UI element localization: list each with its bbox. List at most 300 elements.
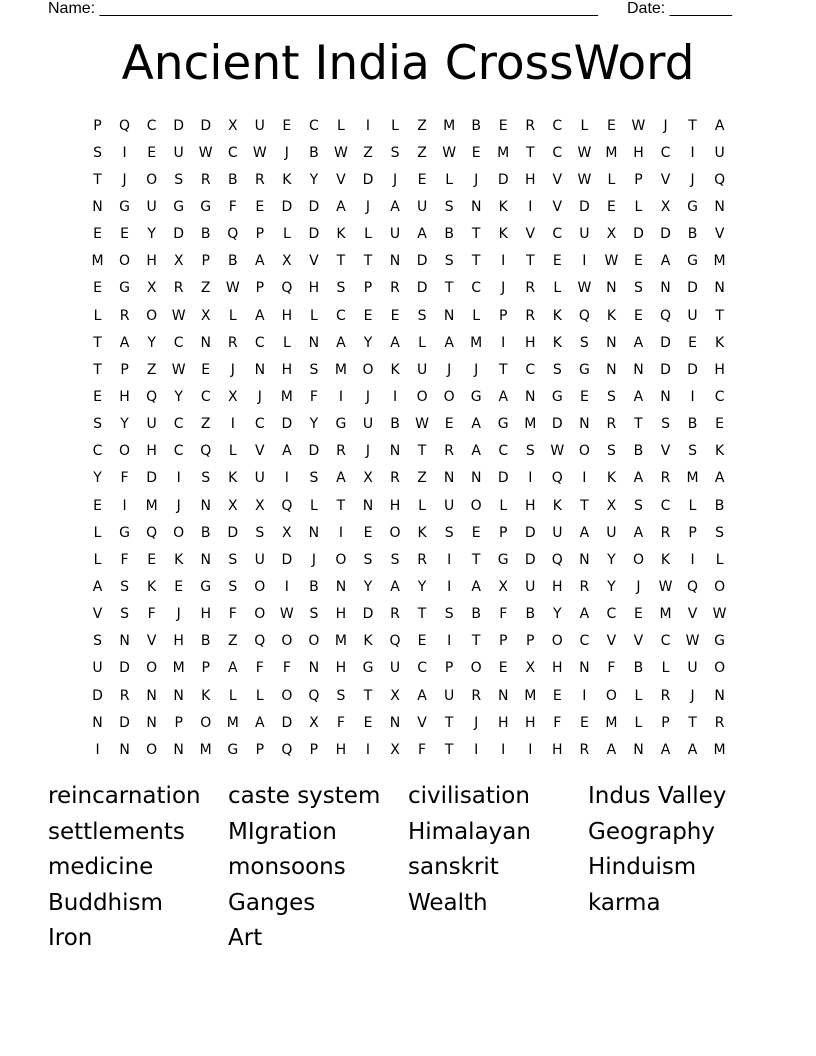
grid-letter[interactable]: L [715,551,724,568]
grid-letter[interactable]: E [147,144,157,161]
grid-letter[interactable]: H [119,388,130,405]
grid-letter[interactable]: H [146,253,157,270]
grid-letter[interactable]: O [389,524,401,541]
grid-letter[interactable]: U [389,660,401,677]
grid-letter[interactable]: V [633,633,644,650]
grid-letter[interactable]: Z [417,470,427,487]
grid-letter[interactable]: A [471,416,481,433]
grid-letter[interactable]: C [525,361,536,378]
grid-letter[interactable]: L [580,117,589,134]
grid-letter[interactable]: I [122,497,127,514]
grid-letter[interactable]: Z [363,144,373,161]
grid-letter[interactable]: J [365,198,371,215]
grid-letter[interactable]: U [173,144,184,161]
grid-letter[interactable]: N [308,524,320,541]
grid-letter[interactable]: Q [281,497,293,514]
grid-letter[interactable]: H [308,280,320,297]
grid-letter[interactable]: N [470,198,482,215]
grid-letter[interactable]: S [93,416,102,433]
grid-letter[interactable]: D [660,361,671,378]
grid-letter[interactable]: B [633,443,644,460]
grid-letter[interactable]: M [713,253,726,270]
grid-letter[interactable]: C [173,334,184,351]
grid-letter[interactable]: U [254,470,265,487]
grid-letter[interactable]: T [471,253,481,270]
grid-letter[interactable]: R [444,443,454,460]
grid-letter[interactable]: E [444,416,454,433]
grid-letter[interactable]: B [444,226,454,243]
grid-letter[interactable]: D [497,470,509,487]
grid-letter[interactable]: N [119,633,130,650]
grid-letter[interactable]: Y [417,578,427,595]
grid-letter[interactable]: U [687,307,698,324]
grid-letter[interactable]: C [498,443,509,460]
grid-letter[interactable]: E [363,524,373,541]
grid-letter[interactable]: N [579,660,590,677]
grid-letter[interactable]: T [336,497,346,514]
grid-letter[interactable]: S [525,443,535,460]
grid-letter[interactable]: N [660,280,671,297]
grid-letter[interactable]: N [200,497,211,514]
grid-letter[interactable]: N [714,198,725,215]
grid-letter[interactable]: V [309,253,319,270]
grid-letter[interactable]: B [471,606,481,623]
grid-letter[interactable]: L [391,117,399,134]
grid-letter[interactable]: L [309,497,318,514]
grid-letter[interactable]: S [228,551,238,568]
grid-letter[interactable]: D [524,524,536,541]
grid-letter[interactable]: N [308,334,320,351]
grid-letter[interactable]: M [605,714,618,731]
grid-letter[interactable]: D [281,198,293,215]
grid-letter[interactable]: O [335,551,347,568]
grid-letter[interactable]: X [282,524,292,541]
grid-letter[interactable]: A [471,443,481,460]
grid-letter[interactable]: J [474,714,479,731]
grid-letter[interactable]: N [714,280,725,297]
grid-letter[interactable]: U [389,226,401,243]
grid-letter[interactable]: R [714,714,725,731]
grid-letter[interactable]: G [173,198,185,215]
grid-letter[interactable]: N [633,361,644,378]
grid-letter[interactable]: S [661,416,670,433]
grid-letter[interactable]: O [714,660,726,677]
grid-letter[interactable]: P [309,741,319,758]
grid-letter[interactable]: S [444,253,454,270]
grid-letter[interactable]: Q [659,307,672,324]
grid-letter[interactable]: O [119,443,131,460]
grid-letter[interactable]: T [498,361,508,378]
grid-letter[interactable]: T [444,741,454,758]
grid-letter[interactable]: L [634,687,643,704]
grid-letter[interactable]: X [390,687,400,704]
grid-letter[interactable]: T [471,226,481,243]
grid-letter[interactable]: C [552,144,563,161]
grid-letter[interactable]: O [714,578,726,595]
grid-letter[interactable]: Z [227,633,238,650]
grid-letter[interactable]: W [198,144,213,161]
grid-letter[interactable]: H [335,606,347,623]
grid-letter[interactable]: T [363,253,373,270]
grid-letter[interactable]: M [524,416,537,433]
grid-letter[interactable]: H [146,443,157,460]
grid-letter[interactable]: A [227,660,238,677]
grid-letter[interactable]: O [605,687,617,704]
grid-letter[interactable]: C [200,388,211,405]
grid-letter[interactable]: N [470,470,482,487]
grid-letter[interactable]: Q [146,388,158,405]
grid-letter[interactable]: U [552,524,563,541]
grid-letter[interactable]: W [685,633,700,650]
grid-letter[interactable]: E [363,714,373,731]
grid-letter[interactable]: S [309,361,319,378]
grid-letter[interactable]: N [389,714,401,731]
grid-letter[interactable]: J [474,361,479,378]
grid-letter[interactable]: Q [281,741,293,758]
grid-letter[interactable]: E [471,144,481,161]
grid-letter[interactable]: R [227,334,238,351]
grid-letter[interactable]: O [443,388,455,405]
grid-letter[interactable]: Q [551,470,563,487]
grid-letter[interactable]: A [390,198,400,215]
grid-letter[interactable]: G [335,416,347,433]
grid-letter[interactable]: I [338,388,344,405]
grid-letter[interactable]: E [417,171,427,188]
grid-letter[interactable]: V [552,198,563,215]
grid-letter[interactable]: N [254,361,266,378]
grid-letter[interactable]: R [579,741,590,758]
grid-letter[interactable]: B [227,253,238,270]
grid-letter[interactable]: J [690,687,695,704]
grid-letter[interactable]: D [633,226,644,243]
grid-letter[interactable]: A [417,226,427,243]
grid-letter[interactable]: N [714,687,725,704]
grid-letter[interactable]: J [230,361,235,378]
grid-letter[interactable]: Y [309,171,319,188]
grid-letter[interactable]: I [528,470,533,487]
grid-letter[interactable]: D [524,551,536,568]
grid-letter[interactable]: L [364,226,372,243]
grid-letter[interactable]: N [119,741,130,758]
grid-letter[interactable]: W [279,606,294,623]
grid-letter[interactable]: I [447,551,452,568]
grid-letter[interactable]: X [606,226,617,243]
grid-letter[interactable]: A [390,578,400,595]
grid-letter[interactable]: A [579,524,590,541]
grid-letter[interactable]: D [308,226,320,243]
grid-letter[interactable]: K [715,443,725,460]
grid-letter[interactable]: N [497,687,509,704]
grid-letter[interactable]: P [255,226,265,243]
grid-letter[interactable]: R [390,470,400,487]
grid-letter[interactable]: E [552,687,562,704]
grid-letter[interactable]: X [173,253,184,270]
grid-letter[interactable]: S [579,334,589,351]
grid-letter[interactable]: X [200,307,211,324]
grid-letter[interactable]: H [200,606,211,623]
grid-letter[interactable]: U [254,117,265,134]
grid-letter[interactable]: Q [714,171,726,188]
grid-letter[interactable]: S [444,198,454,215]
grid-letter[interactable]: E [147,551,157,568]
grid-letter[interactable]: D [416,280,428,297]
grid-letter[interactable]: M [605,144,618,161]
grid-letter[interactable]: X [606,497,617,514]
grid-letter[interactable]: A [660,253,671,270]
grid-letter[interactable]: N [146,714,157,731]
grid-letter[interactable]: G [497,551,509,568]
grid-letter[interactable]: F [282,660,291,677]
grid-letter[interactable]: V [714,226,725,243]
grid-letter[interactable]: G [687,253,698,270]
grid-letter[interactable]: J [365,443,371,460]
grid-letter[interactable]: K [498,226,508,243]
grid-letter[interactable]: L [418,497,426,514]
grid-letter[interactable]: D [173,117,185,134]
grid-letter[interactable]: I [501,334,506,351]
grid-letter[interactable]: O [173,524,185,541]
grid-letter[interactable]: E [634,606,643,623]
grid-letter[interactable]: M [443,117,456,134]
grid-letter[interactable]: A [633,334,644,351]
grid-letter[interactable]: P [688,524,697,541]
grid-letter[interactable]: M [659,606,672,623]
grid-letter[interactable]: P [120,361,129,378]
grid-letter[interactable]: L [228,687,237,704]
grid-letter[interactable]: S [336,687,346,704]
grid-letter[interactable]: Z [200,416,211,433]
grid-letter[interactable]: A [606,741,617,758]
grid-letter[interactable]: I [582,687,587,704]
grid-letter[interactable]: O [146,741,158,758]
grid-letter[interactable]: L [634,198,643,215]
grid-letter[interactable]: K [201,687,211,704]
grid-letter[interactable]: N [308,660,320,677]
grid-letter[interactable]: B [525,606,536,623]
grid-letter[interactable]: D [308,198,320,215]
grid-letter[interactable]: H [281,307,293,324]
grid-letter[interactable]: H [335,741,347,758]
grid-letter[interactable]: X [227,497,238,514]
grid-letter[interactable]: Y [553,606,562,623]
grid-letter[interactable]: N [525,388,536,405]
grid-letter[interactable]: A [579,606,590,623]
grid-letter[interactable]: G [470,388,482,405]
grid-letter[interactable]: A [660,741,671,758]
grid-letter[interactable]: E [634,307,643,324]
grid-letter[interactable]: J [176,606,181,623]
grid-letter[interactable]: U [146,416,157,433]
grid-letter[interactable]: C [552,117,563,134]
grid-letter[interactable]: P [499,524,508,541]
grid-letter[interactable]: R [660,687,671,704]
grid-letter[interactable]: C [606,606,617,623]
grid-letter[interactable]: R [173,280,184,297]
grid-letter[interactable]: E [93,388,102,405]
grid-letter[interactable]: F [228,198,237,215]
grid-letter[interactable]: B [200,633,211,650]
grid-letter[interactable]: N [633,741,644,758]
grid-letter[interactable]: A [119,334,130,351]
grid-letter[interactable]: C [254,334,265,351]
grid-letter[interactable]: M [686,470,699,487]
grid-letter[interactable]: H [552,578,563,595]
grid-letter[interactable]: G [119,198,130,215]
date-field[interactable]: Date: _______ [627,0,732,17]
grid-letter[interactable]: T [471,633,481,650]
grid-letter[interactable]: X [525,660,536,677]
grid-letter[interactable]: P [526,633,535,650]
grid-letter[interactable]: L [634,714,643,731]
grid-letter[interactable]: S [120,606,130,623]
grid-letter[interactable]: R [525,117,536,134]
grid-letter[interactable]: S [93,633,102,650]
grid-letter[interactable]: A [471,578,481,595]
grid-letter[interactable]: K [417,524,427,541]
grid-letter[interactable]: H [552,741,563,758]
grid-letter[interactable]: E [201,361,211,378]
grid-letter[interactable]: H [173,633,184,650]
grid-letter[interactable]: Q [551,551,563,568]
grid-letter[interactable]: R [336,443,346,460]
grid-letter[interactable]: L [93,524,102,541]
grid-letter[interactable]: D [281,714,293,731]
grid-letter[interactable]: O [281,687,293,704]
grid-letter[interactable]: E [120,226,129,243]
grid-letter[interactable]: Y [174,388,183,405]
grid-letter[interactable]: T [93,171,102,188]
grid-letter[interactable]: V [255,443,265,460]
grid-letter[interactable]: A [336,470,346,487]
grid-letter[interactable]: E [363,307,373,324]
grid-letter[interactable]: O [281,633,293,650]
grid-letter[interactable]: C [336,307,346,324]
grid-letter[interactable]: R [200,171,211,188]
grid-letter[interactable]: H [497,714,509,731]
grid-letter[interactable]: V [606,633,617,650]
grid-letter[interactable]: S [309,470,319,487]
grid-letter[interactable]: O [200,714,212,731]
grid-letter[interactable]: J [474,171,479,188]
grid-letter[interactable]: L [282,226,291,243]
grid-letter[interactable]: I [528,741,533,758]
grid-letter[interactable]: E [417,633,427,650]
grid-letter[interactable]: Z [417,117,427,134]
grid-letter[interactable]: Y [363,334,373,351]
grid-letter[interactable]: K [282,171,292,188]
grid-letter[interactable]: L [282,334,291,351]
grid-letter[interactable]: G [227,741,239,758]
grid-letter[interactable]: B [227,171,238,188]
grid-letter[interactable]: G [119,280,130,297]
grid-letter[interactable]: N [335,578,347,595]
grid-letter[interactable]: E [579,388,589,405]
grid-letter[interactable]: H [335,660,347,677]
grid-letter[interactable]: X [390,741,400,758]
grid-letter[interactable]: S [552,361,562,378]
grid-letter[interactable]: H [525,171,536,188]
grid-letter[interactable]: L [93,307,102,324]
grid-letter[interactable]: S [363,551,373,568]
grid-letter[interactable]: O [254,606,266,623]
grid-letter[interactable]: K [552,334,562,351]
grid-letter[interactable]: N [173,687,184,704]
grid-letter[interactable]: F [607,660,616,677]
grid-letter[interactable]: D [173,226,185,243]
grid-letter[interactable]: L [445,171,454,188]
grid-letter[interactable]: C [579,633,590,650]
grid-letter[interactable]: L [688,497,697,514]
grid-letter[interactable]: S [390,551,400,568]
grid-letter[interactable]: H [525,334,536,351]
grid-letter[interactable]: G [200,198,212,215]
grid-letter[interactable]: R [471,687,482,704]
grid-letter[interactable]: R [660,524,671,541]
grid-letter[interactable]: P [201,253,210,270]
grid-letter[interactable]: D [119,660,130,677]
grid-letter[interactable]: B [687,226,698,243]
grid-letter[interactable]: S [228,578,238,595]
grid-letter[interactable]: S [688,443,697,460]
grid-letter[interactable]: A [417,687,427,704]
grid-letter[interactable]: G [687,198,698,215]
grid-letter[interactable]: F [499,606,508,623]
grid-letter[interactable]: D [551,416,563,433]
grid-letter[interactable]: K [552,497,562,514]
grid-letter[interactable]: I [528,198,533,215]
grid-letter[interactable]: O [551,633,563,650]
grid-letter[interactable]: U [606,524,617,541]
grid-letter[interactable]: K [390,361,400,378]
grid-letter[interactable]: X [498,578,509,595]
grid-letter[interactable]: M [199,741,212,758]
grid-letter[interactable]: K [552,307,562,324]
grid-letter[interactable]: E [471,524,481,541]
grid-letter[interactable]: N [362,497,374,514]
grid-letter[interactable]: P [174,714,183,731]
grid-letter[interactable]: D [281,551,293,568]
grid-letter[interactable]: M [226,714,239,731]
grid-letter[interactable]: D [416,253,428,270]
grid-letter[interactable]: M [713,741,726,758]
grid-letter[interactable]: P [499,633,508,650]
grid-letter[interactable]: U [714,144,725,161]
grid-letter[interactable]: P [661,714,670,731]
grid-letter[interactable]: A [633,470,644,487]
grid-letter[interactable]: L [255,687,264,704]
grid-letter[interactable]: N [579,551,590,568]
grid-letter[interactable]: X [363,470,373,487]
grid-letter[interactable]: A [390,334,400,351]
grid-letter[interactable]: R [254,171,265,188]
grid-letter[interactable]: Y [120,416,129,433]
grid-letter[interactable]: K [336,226,346,243]
grid-letter[interactable]: A [714,117,725,134]
grid-letter[interactable]: B [714,497,725,514]
grid-letter[interactable]: A [498,388,509,405]
grid-letter[interactable]: I [501,741,506,758]
grid-letter[interactable]: A [255,253,265,270]
grid-letter[interactable]: I [582,470,587,487]
grid-letter[interactable]: F [255,660,264,677]
grid-letter[interactable]: C [227,144,238,161]
grid-letter[interactable]: T [336,253,346,270]
grid-letter[interactable]: S [93,144,102,161]
word-search-grid[interactable] [84,112,733,763]
grid-letter[interactable]: L [228,307,237,324]
grid-letter[interactable]: S [417,307,427,324]
grid-letter[interactable]: S [634,497,643,514]
